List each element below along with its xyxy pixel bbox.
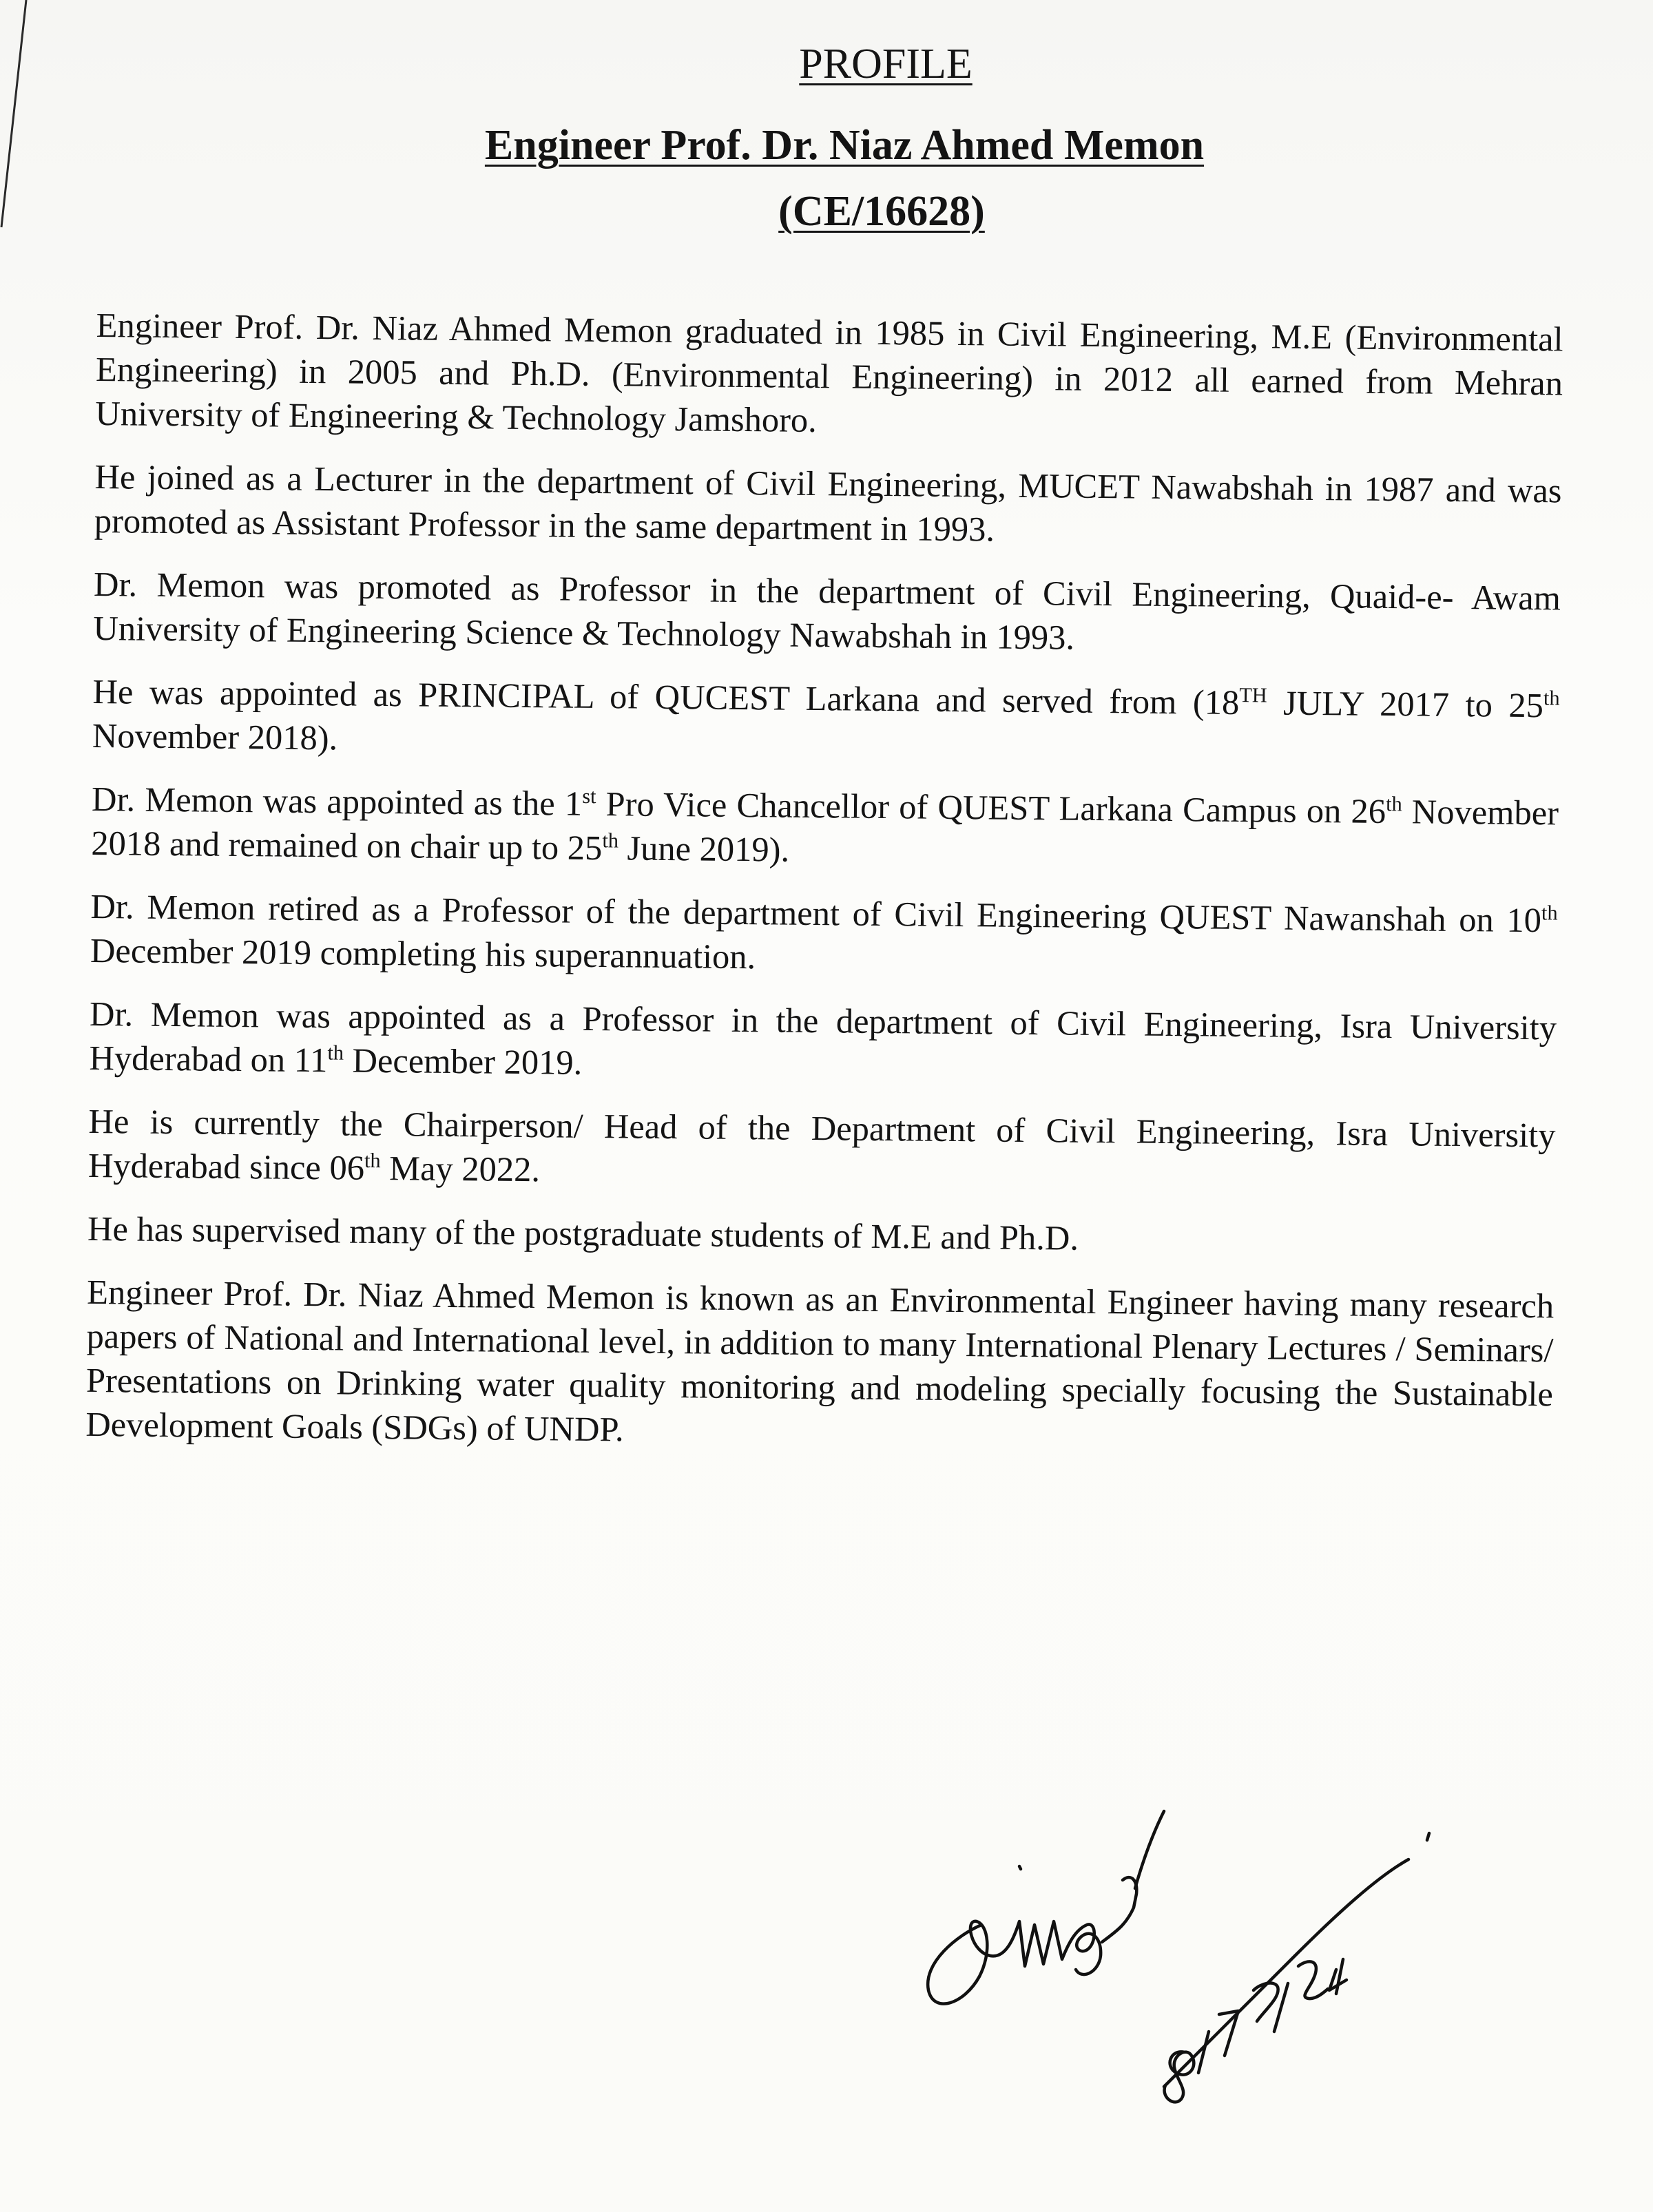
- paragraph-principal: He was appointed as PRINCIPAL of QUCEST Larkana and served from (18TH JULY 2017 to 25th November 2018).: [92, 671, 1560, 758]
- paragraph-isra-appointment: Dr. Memon was appointed as a Professor in the department of Civil Engineering, Isra University Hyderabad on 11th December 2019.: [89, 994, 1557, 1082]
- registration-number: (CE/16628): [778, 188, 985, 235]
- paragraph-supervision: He has supervised many of the postgraduate students of M.E and Ph.D.: [87, 1209, 1079, 1258]
- paragraph-professor: Dr. Memon was promoted as Professor in the department of Civil Engineering, Quaid-e- Awam University of Engineering Science & Technology Nawabshah in 1993.: [93, 564, 1561, 657]
- paragraph-lecturer: He joined as a Lecturer in the department of Civil Engineering, MUCET Nawabshah in 1987 and was promoted as Assistant Professor in the same department in 1993.: [94, 457, 1562, 549]
- profile-name: Engineer Prof. Dr. Niaz Ahmed Memon: [484, 122, 1205, 169]
- paragraph-retirement: Dr. Memon retired as a Professor of the department of Civil Engineering QUEST Nawanshah on 10th December 2019 completing his superannuation.: [90, 886, 1558, 977]
- paragraph-education: Engineer Prof. Dr. Niaz Ahmed Memon graduated in 1985 in Civil Engineering, M.E (Environmental Engineering) in 2005 and Ph.D. (Environmental Engineering) in 2012 all earned from Mehran University of Engineering & Technology Jamshoro.: [95, 305, 1563, 440]
- handwritten-signature: [916, 1784, 1481, 2107]
- paragraph-pro-vice-chancellor: Dr. Memon was appointed as the 1st Pro Vice Chancellor of QUEST Larkana Campus on 26th November 2018 and remained on chair up to 25th June 2019).: [91, 779, 1559, 869]
- document-title: PROFILE: [799, 41, 973, 87]
- profile-body: [85, 303, 1563, 1479]
- paragraph-research: Engineer Prof. Dr. Niaz Ahmed Memon is known as an Environmental Engineer having many research papers of National and International level, in addition to many International Plenary Lectures / Seminars/ Presentations on Drinking water quality monitoring and modeling specially focusing the Sustainable Development Goals (SDGs) of UNDP.: [85, 1272, 1555, 1449]
- paragraph-chairperson: He is currently the Chairperson/ Head of the Department of Civil Engineering, Isra University Hyderabad since 06th May 2022.: [87, 1101, 1556, 1189]
